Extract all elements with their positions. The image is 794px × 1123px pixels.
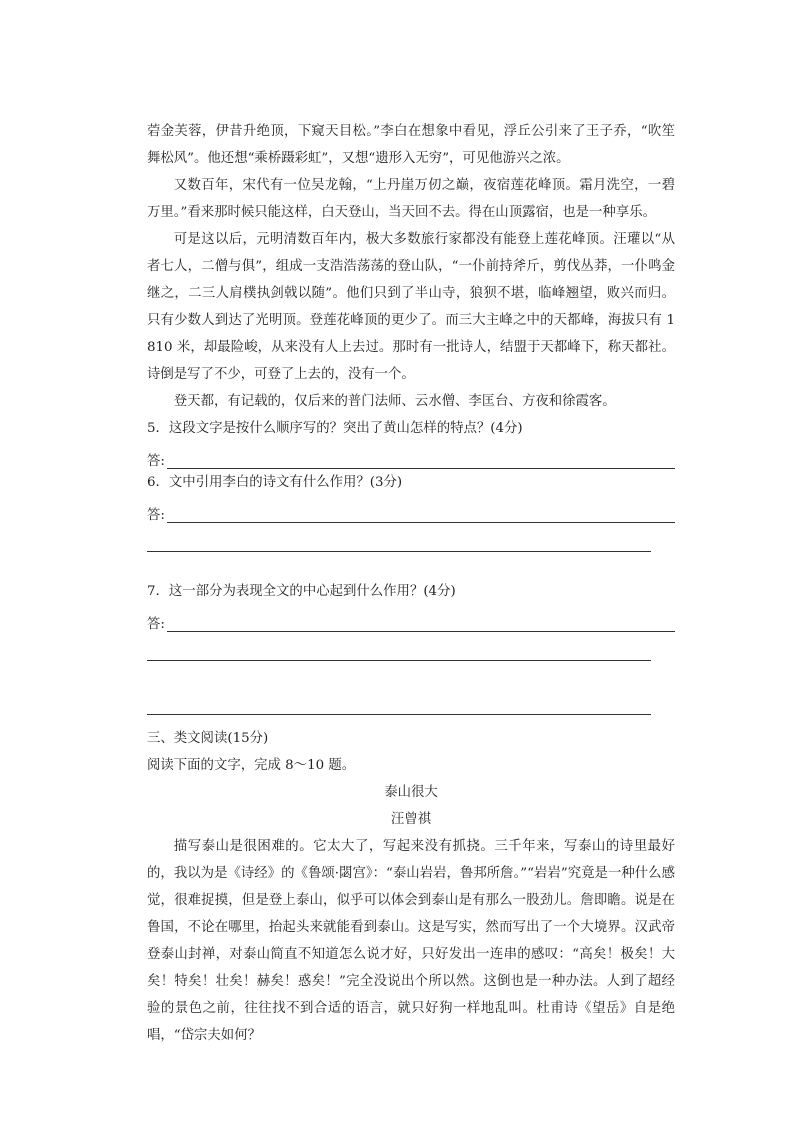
article-title: 泰山很大 [384,785,438,800]
answer-label: 答: [147,454,165,469]
passage-paragraph-2: 又数百年，宋代有一位吴龙翰，“上丹崖万仞之巅，夜宿莲花峰顶。霜月洗空，一碧万里。”看来那时候只能这样，白天登山，当天回不去。得在山顶露宿，也是一种享乐。 [147,178,675,220]
question-7: 7．这一部分为表现全文的中心起到什么作用？(4分) [147,584,456,599]
answer-label: 答: [147,617,165,632]
section-3-instruction: 阅读下面的文字，完成 8～10 题。 [147,758,356,773]
passage-paragraph-3: 可是这以后，元明清数百年内，极大多数旅行家都没有能登上莲花峰顶。汪瓘以“从者七人，二僧与俱”，组成一支浩浩荡荡的登山队，“一仆前持斧斤，剪伐丛莽，一仆鸣金继之，二三人肩樸执剑戟以随”。他们只到了半山寺，狼狈不堪，临峰翘望，败兴而归。只有少数人到达了光明顶。登莲花峰顶的更少了。而三大主峰之中的天都峰，海拔只有 1 810 米，却最险峻，从来没有人上去过。那时有一批诗人，结盟于天都峰下，称天都社。诗倒是写了不少，可登了上去的，没有一个。 [147,232,675,382]
answer-7-row[interactable] [147,605,675,632]
answer-6-line[interactable] [167,503,675,523]
passage-paragraph-1: 菪金芙蓉，伊昔升绝顶，下窥天目松。”李白在想象中看见，浮丘公引来了王子乔，“吹笙舞松风”。他还想“乘桥蹑彩虹”，又想“遗形入无穷”，可见他游兴之浓。 [147,124,675,166]
article-paragraph-1: 描写泰山是很困难的。它太大了，写起来没有抓挠。三千年来，写泰山的诗里最好的，我以为是《诗经》的《鲁颂·閟宫》：“泰山岩岩，鲁邦所詹。”“岩岩”究竟是一种什么感觉，很难捉摸，但是登上泰山，似乎可以体会到泰山是有那么一股劲儿。詹即瞻。说是在鲁国，不论在哪里，抬起头来就能看到泰山。这是写实，然而写出了一个大境界。汉武帝登泰山封禅，对泰山简直不知道怎么说才好，只好发出一连串的感叹：“高矣！极矣！大矣！特矣！壮矣！赫矣！惑矣！”完全没说出个所以然。这倒也是一种办法。人到了超经验的景色之前，往往找不到合适的语言，就只好狗一样地乱叫。杜甫诗《望岳》自是绝唱，“岱宗夫如何？ [147,839,675,1043]
answer-5-row[interactable] [147,442,675,469]
passage-paragraph-4: 登天都，有记载的，仅后来的普门法师、云水僧、李匡台、方夜和徐霞客。 [173,394,616,409]
question-6: 6．文中引用李白的诗文有什么作用？(3分) [147,475,403,490]
answer-7-line[interactable] [167,612,675,632]
answer-6-row[interactable] [147,496,675,523]
answer-label: 答: [147,508,165,523]
document-page [147,118,675,1049]
answer-5-line[interactable] [167,449,675,469]
question-5: 5．这段文字是按什么顺序写的？突出了黄山怎样的特点？(4分) [147,421,523,436]
article-author: 汪曾祺 [390,812,432,827]
section-3-heading: 三、类文阅读(15分) [147,731,269,746]
